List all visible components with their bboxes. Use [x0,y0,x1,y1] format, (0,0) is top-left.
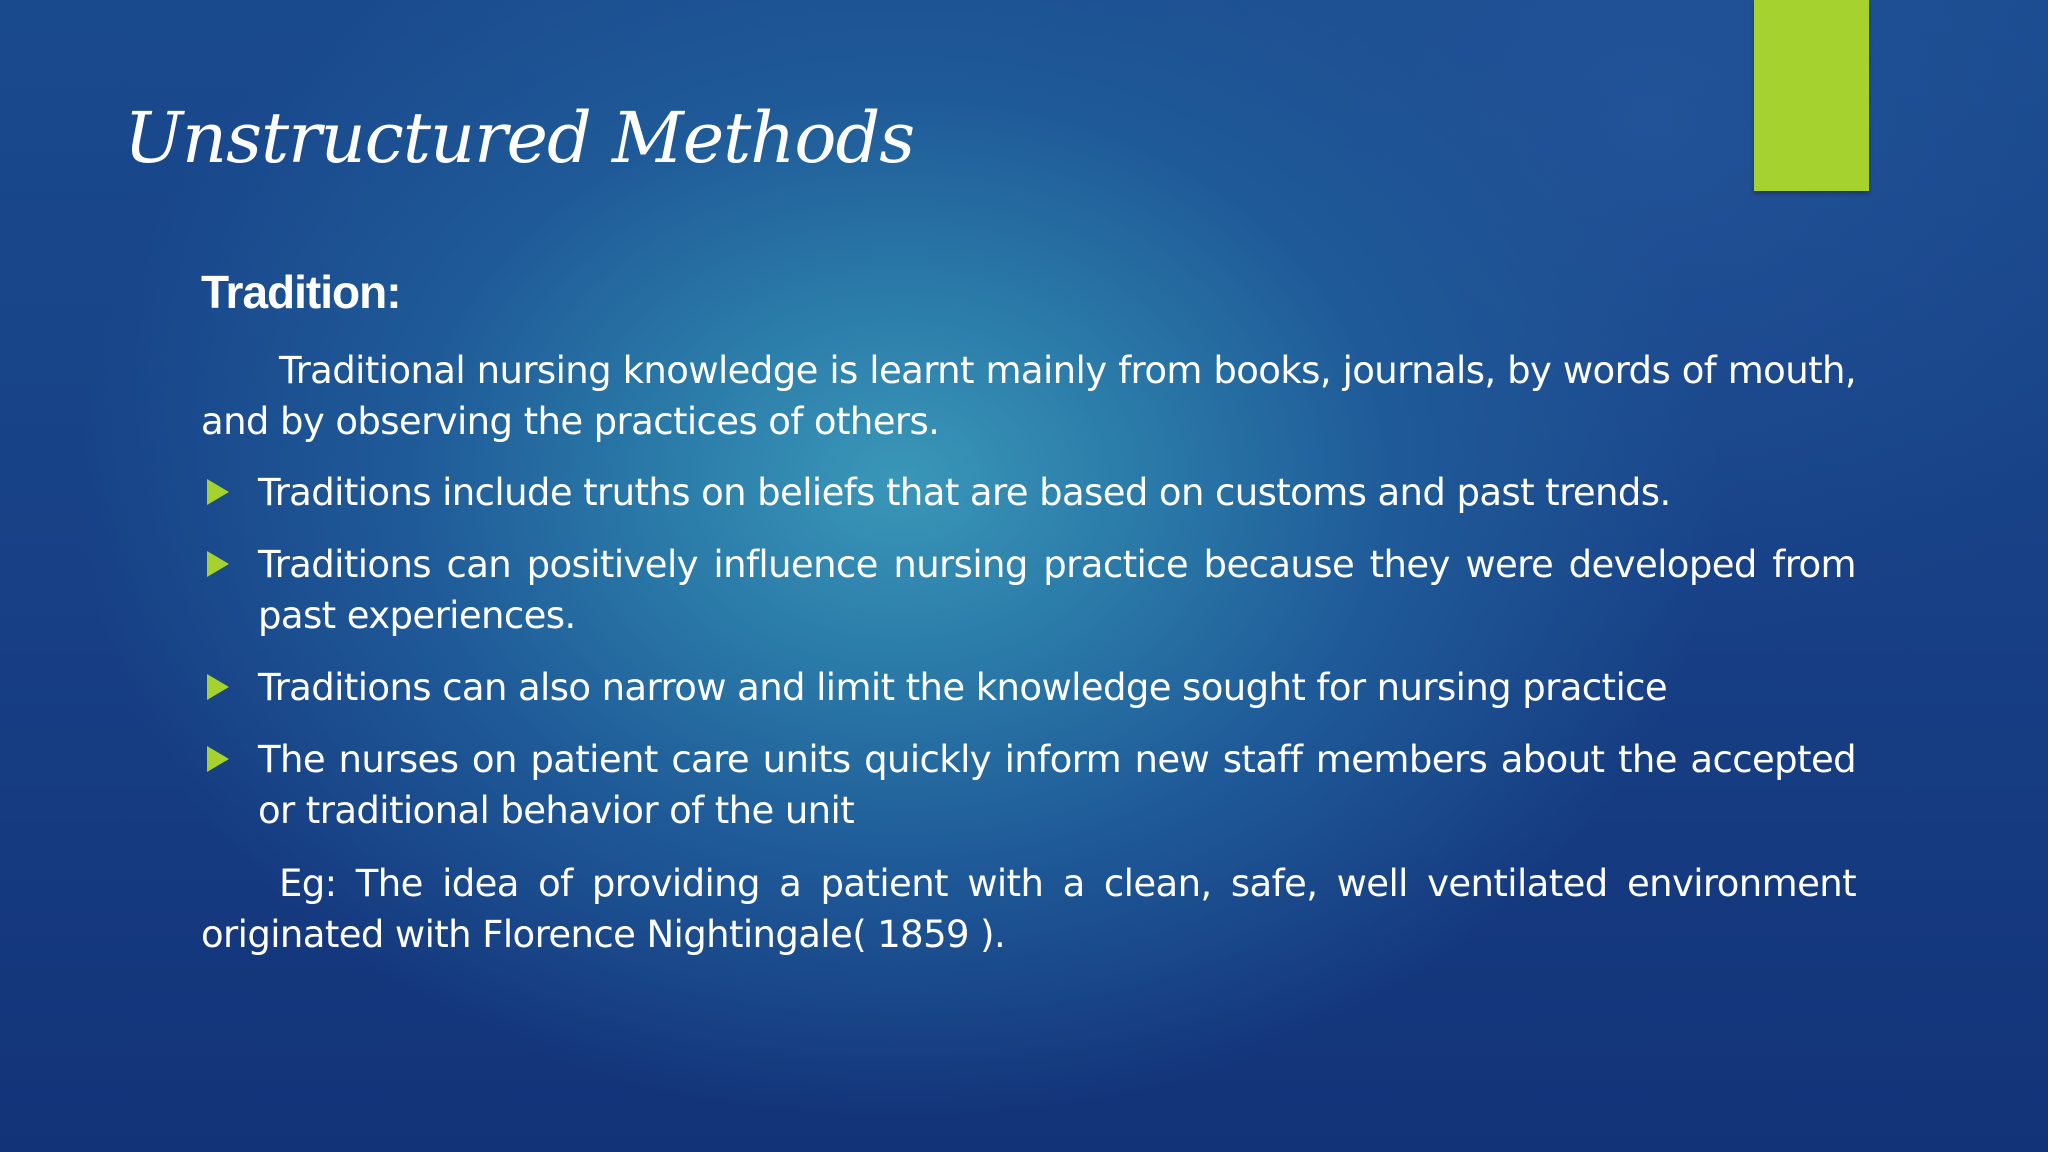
triangle-right-icon [207,479,229,505]
triangle-right-icon [207,746,229,772]
triangle-right-icon [207,551,229,577]
slide-title: Unstructured Methods [124,97,915,179]
bullet-item [201,467,1856,518]
triangle-right-icon [207,674,229,700]
bullet-item [201,539,1856,641]
section-heading: Tradition: [201,266,401,318]
bullet-text: Traditions can positively influence nursing practice because they were developed from past experiences. [258,542,1856,637]
example-paragraph: Eg: The idea of providing a patient with a clean, safe, well ventilated environment originated with Florence Nightingale( 1859 ). [201,861,1856,956]
bullet-item [201,734,1856,836]
bullet-text: The nurses on patient care units quickly inform new staff members about the accepted or traditional behavior of the unit [258,737,1856,832]
bullet-item [201,662,1856,713]
slide-content [201,266,1856,980]
bullet-list [201,467,1856,836]
accent-bar [1754,0,1869,191]
bullet-text: Traditions can also narrow and limit the knowledge sought for nursing practice [258,665,1668,709]
intro-paragraph: Traditional nursing knowledge is learnt mainly from books, journals, by words of mouth, and by observing the practices of others. [201,348,1856,443]
bullet-text: Traditions include truths on beliefs that are based on customs and past trends. [258,470,1671,514]
